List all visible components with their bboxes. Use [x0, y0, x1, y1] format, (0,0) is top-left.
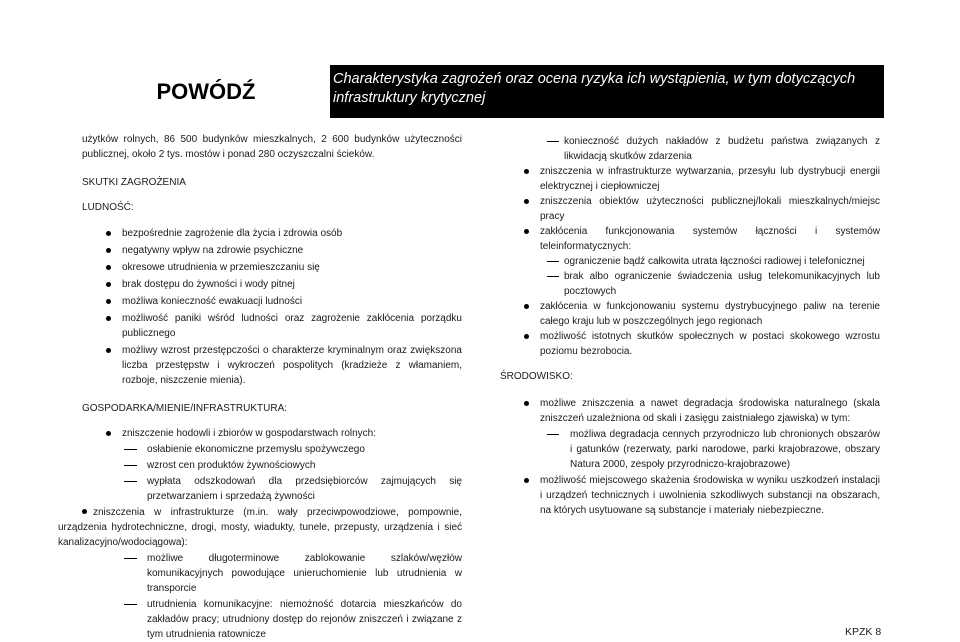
list-item: negatywny wpływ na zdrowie psychiczne: [82, 243, 462, 258]
page-footer: KPZK 8: [845, 626, 882, 638]
list-item: zakłócenia w funkcjonowaniu systemu dystrybucyjnego paliw na terenie całego kraju lub w poszczególnych jego regionach: [500, 299, 880, 329]
list-item: brak dostępu do żywności i wody pitnej: [82, 277, 462, 292]
sub-list-item: wypłata odszkodowań dla przedsiębiorców zajmujących się przetwarzaniem i sprzedażą żywności: [82, 474, 462, 504]
list-item: zakłócenia funkcjonowania systemów łączności i systemów teleinformatycznych:: [500, 224, 880, 254]
infra-sublist: [82, 551, 462, 642]
list-item: możliwość istotnych skutków społecznych w postaci skokowego wzrostu poziomu bezrobocia.: [500, 329, 880, 359]
list-item: możliwe zniszczenia a nawet degradacja środowiska naturalnego (skala zniszczeń uzależniona od skali i zasięgu zaistniałego zjawiska) w tym:: [500, 396, 880, 426]
ludnosc-list: [82, 226, 462, 388]
srodowisko-list: [500, 396, 880, 518]
sub-list-item: brak albo ograniczenie świadczenia usług telekomunikacyjnych lub pocztowych: [500, 269, 880, 299]
list-item: możliwość paniki wśród ludności oraz zagrożenie zakłócenia porządku publicznego: [82, 311, 462, 341]
list-item: możliwość miejscowego skażenia środowiska w wyniku uszkodzeń instalacji i urządzeń technicznych i uwolnienia szkodliwych substancji na obszarach, na których usytuowane są substancje i materiały niebezpieczne.: [500, 473, 880, 518]
gospodarka-list: [82, 426, 462, 504]
ludnosc-heading: LUDNOŚĆ:: [82, 202, 134, 213]
list-item: okresowe utrudnienia w przemieszczaniu się: [82, 260, 462, 275]
intro-paragraph: użytków rolnych, 86 500 budynków mieszkalnych, 2 600 budynków użyteczności publicznej, około 2 tys. mostów i ponad 280 oczyszczalni ścieków.: [82, 134, 462, 160]
list-item: możliwa konieczność ewakuacji ludności: [82, 294, 462, 309]
sub-list-item: ograniczenie bądź całkowita utrata łączności radiowej i telefonicznej: [500, 254, 880, 269]
list-item: możliwy wzrost przestępczości o charakterze kryminalnym oraz zwiększona liczba przestępstw i wykroczeń pospolitych (kradzieże z włamaniem, rozboje, niszczenie mienia).: [82, 343, 462, 388]
sub-list-item: utrudnienia komunikacyjne: niemożność dotarcia mieszkańców do zakładów pracy; utrudniony dostęp do rejonów zniszczeń i związane z tym utrudnienia ratownicze: [82, 597, 462, 642]
bullet-icon: [82, 509, 87, 514]
list-item: zniszczenia obiektów użyteczności publicznej/lokali mieszkalnych/miejsc pracy: [500, 194, 880, 224]
page-title: POWÓDŹ: [82, 65, 330, 118]
infra-text: zniszczenia w infrastrukturze (m.in. wały przeciwpowodziowe, pompownie, urządzenia hydrotechniczne, drogi, mosty, wiadukty, tunele, przepusty, urządzenia i sieć kanalizacyjno/wodociągowa):: [58, 507, 462, 548]
list-item: zniszczenia w infrastrukturze wytwarzania, przesyłu lub dystrybucji energii elektrycznej i ciepłowniczej: [500, 164, 880, 194]
sub-list-item: osłabienie ekonomiczne przemysłu spożywczego: [82, 442, 462, 457]
list-item: zniszczenie hodowli i zbiorów w gospodarstwach rolnych:: [82, 426, 462, 441]
sub-list-item: możliwa degradacja cennych przyrodniczo lub chronionych obszarów i gatunków (rezerwaty, parki narodowe, parki krajobrazowe, obszary Natura 2000, zespoły przyrodniczo-krajobrazowe): [500, 427, 880, 472]
left-column: [58, 132, 462, 642]
gospodarka-heading: GOSPODARKA/MIENIE/INFRASTRUKTURA:: [82, 403, 288, 414]
srodowisko-heading: ŚRODOWISKO:: [500, 371, 573, 382]
infra-item: [58, 505, 462, 550]
skutki-heading: SKUTKI ZAGROŻENIA: [82, 177, 186, 188]
sub-list-item: konieczność dużych nakładów z budżetu państwa związanych z likwidacją skutków zdarzenia: [500, 134, 880, 164]
sub-list-item: wzrost cen produktów żywnościowych: [82, 458, 462, 473]
list-item: bezpośrednie zagrożenie dla życia i zdrowia osób: [82, 226, 462, 241]
right-list: [500, 134, 880, 359]
sub-list-item: możliwe długoterminowe zablokowanie szlaków/węzłów komunikacyjnych powodujące unieruchomienie lub utrudnienia w transporcie: [82, 551, 462, 596]
right-column: [500, 134, 880, 518]
page-subtitle: Charakterystyka zagrożeń oraz ocena ryzyka ich wystąpienia, w tym dotyczących infrastruktury krytycznej: [330, 65, 884, 118]
